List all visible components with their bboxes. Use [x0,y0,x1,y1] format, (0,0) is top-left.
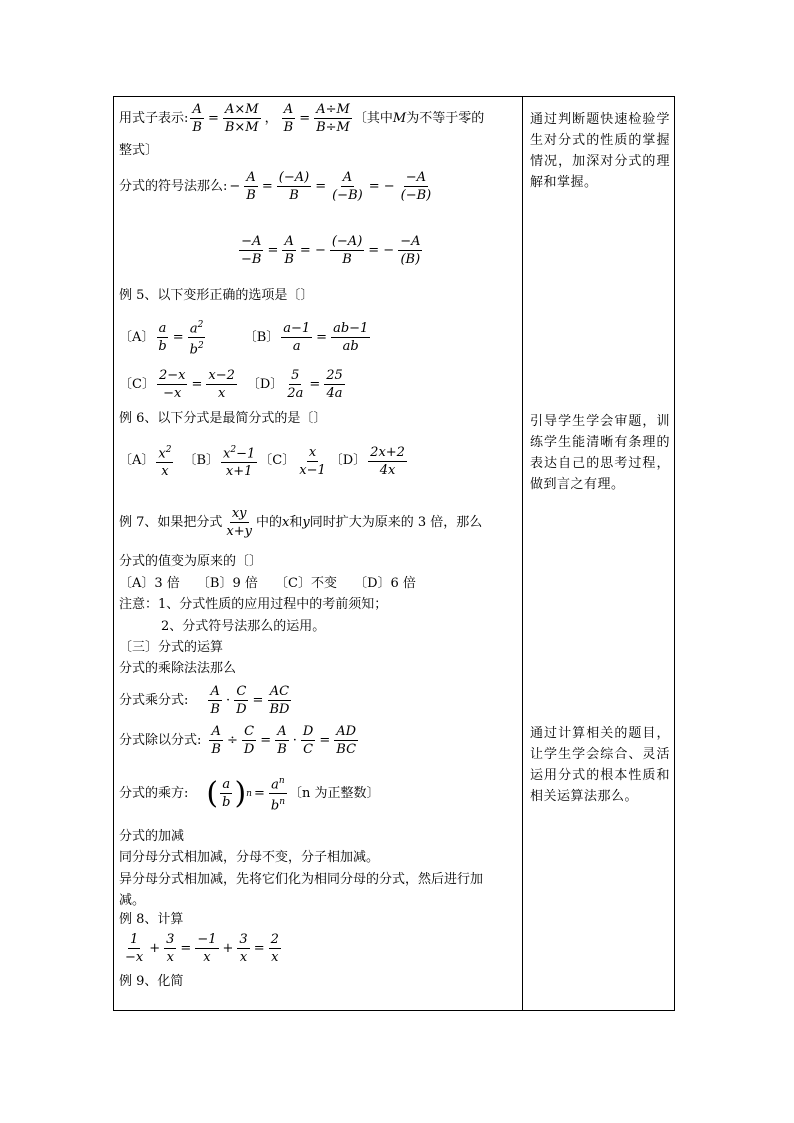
ex7-line1: 例 7、如果把分式 $\frac{xy}{x+y}$ 中的 x 和 y 同时扩大为原来的 3 倍，那么 [119,506,483,539]
side-note-3: 通过计算相关的题目，让学生学会综合、灵活运用分式的根本性质和相关运算法那么。 [530,726,670,804]
sign-rule-line2: $\frac{-A}{-B}$ = $\frac{A}{B}$ = − $\frac{(-A)}{B}$ = − $\frac{-A}{(B)}$ [241,234,421,267]
ex8-formula: $\frac{1}{-x}$ + $\frac{3}{x}$ = $\frac{-1}{x}$ + $\frac{3}{x}$ = $\frac{2}{x}$ [125,932,279,965]
add-same-denominator: 同分母分式相加减，分母不变，分子相加减。 [119,850,380,865]
muldiv-rule: 分式的乘除法法那么 [119,661,237,676]
ex5-title: 例 5、以下变形正确的选项是〔〕 [119,288,314,303]
add-diff-denominator-1: 异分母分式相加减，先将它们化为相同分母的分式，然后进行加 [119,872,484,887]
column-divider [522,97,523,1010]
ex7-options: 〔A〕3 倍 〔B〕9 倍 〔C〕不变 〔D〕6 倍 [119,576,416,591]
notes-column [530,97,670,1010]
note-1: 注意：1、分式性质的应用过程中的考前须知； [119,597,388,612]
add-title: 分式的加减 [119,829,185,844]
rule-formula-tail: 整式〕 [119,143,159,158]
ex8-title: 例 8、计算 [119,912,184,927]
side-note-1: 通过判断题快速检验学生对分式的性质的掌握情况，加深对分式的理解和掌握。 [530,112,670,190]
ex5-options-cd: 〔C〕 $\frac{2-x}{-x}$ = $\frac{x-2}{x}$ 〔D〕 $\frac{5}{2a}$ = $\frac{25}{4a}$ [119,368,343,401]
side-note-2: 引导学生学会审题，训练学生能清晰有条理的表达自己的思考过程，做到言之有理。 [530,414,670,492]
ex9-title: 例 9、化简 [119,974,184,989]
pow-line: 分式的乘方: ( $\frac{a}{b}$ ) n = $\frac{a^n}{b^n}$ 〔n 为正整数〕 [119,773,380,815]
div-line: 分式除以分式: $\frac{A}{B}$ ÷ $\frac{C}{D}$ = $\frac{A}{B}$ · $\frac{D}{C}$ = $\frac{AD}{BC}$ [119,724,357,757]
add-diff-denominator-2: 减。 [119,893,146,908]
mul-line: 分式乘分式: $\frac{A}{B}$ · $\frac{C}{D}$ = $\frac{AC}{BD}$ [119,684,290,717]
rule-formula-line: 用式子表示: $\frac{A}{B}$ = $\frac{A\times M}{B\times M}$ ， $\frac{A}{B}$ = $\frac{A\div M}{B\div M}$ 〔其中 M 为不等于零的 [119,102,485,135]
ex6-title: 例 6、以下分式是最简分式的是〔〕 [119,411,327,426]
content-column [119,97,519,1010]
section-3-title: 〔三〕分式的运算 [119,640,224,655]
ex6-options: 〔A〕 $\frac{x^2}{x}$ 〔B〕 $\frac{x^2-1}{x+1}$ 〔C〕 $\frac{x}{x-1}$ 〔D〕 $\frac{2x+2}{4x}$ [119,442,409,480]
sign-rule-line1: 分式的符号法那么: − $\frac{A}{B}$ = $\frac{(-A)}{B}$ = $\frac{A}{(-B)}$ = − $\frac{-A}{(-B)}$ [119,170,432,203]
ex7-line2: 分式的值变为原来的〔〕 [119,554,263,569]
ex5-options-ab: 〔A〕 $\frac{a}{b}$ = $\frac{a^2}{b^2}$ 〔B〕 $\frac{a-1}{a}$ = $\frac{ab-1}{ab}$ [119,317,372,359]
note-2: 2、分式符号法那么的运用。 [161,619,326,634]
lesson-table [113,96,675,1011]
